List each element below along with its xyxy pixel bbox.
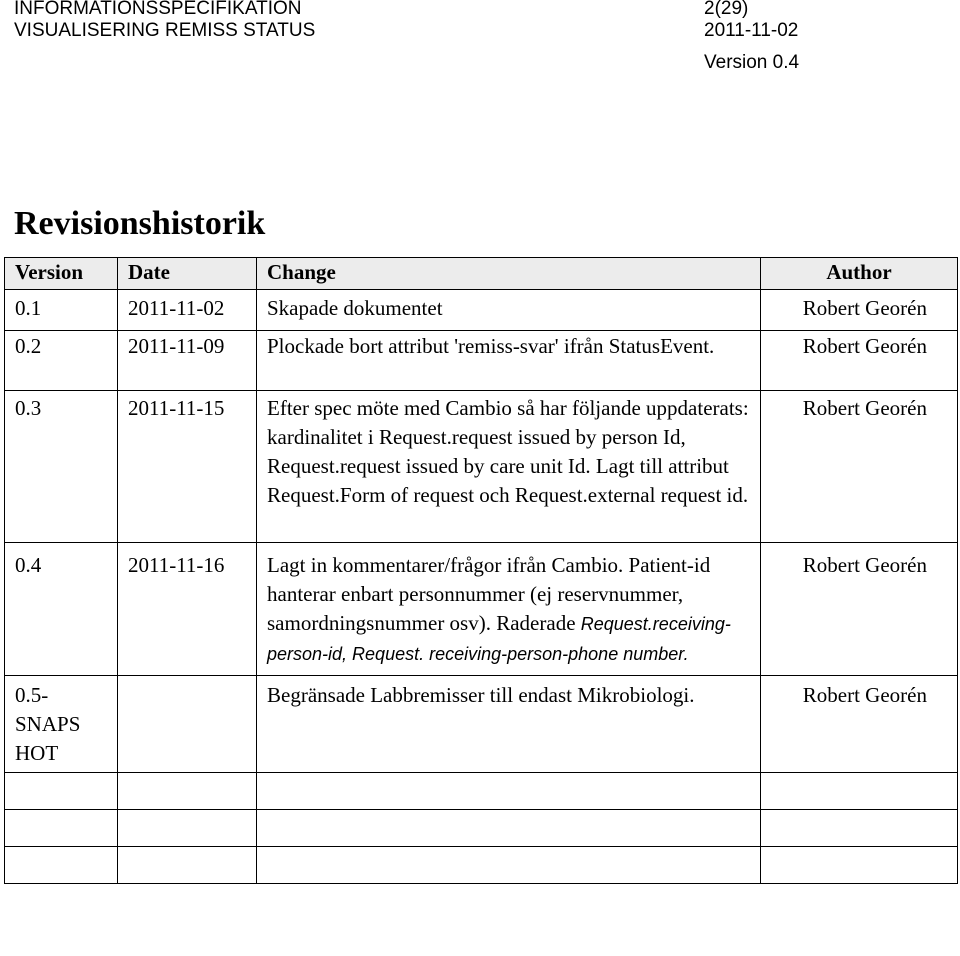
column-header-date: Date [118, 258, 257, 290]
empty-cell [118, 810, 257, 847]
change-cell: Begränsade Labbremisser till endast Mikrobiologi. [257, 676, 761, 773]
change-cell [257, 543, 761, 676]
date-cell [118, 676, 257, 773]
column-header-version: Version [5, 258, 118, 290]
table-row [5, 391, 958, 543]
empty-cell [5, 847, 118, 884]
author-cell: Robert Georén [761, 391, 958, 543]
date-cell: 2011-11-02 [118, 290, 257, 331]
version-cell: 0.4 [5, 543, 118, 676]
change-cell: Efter spec möte med Cambio så har följande uppdaterats: kardinalitet i Request.request issued by person Id, Request.request issued by care unit Id. Lagt till attribut Request.Form of request och Request.external request id. [257, 391, 761, 543]
author-cell: Robert Georén [761, 676, 958, 773]
empty-cell [257, 847, 761, 884]
document-version: Version 0.4 [704, 52, 800, 73]
document-subtitle: VISUALISERING REMISS STATUS [14, 20, 316, 41]
author-cell: Robert Georén [761, 331, 958, 391]
change-cell: Skapade dokumentet [257, 290, 761, 331]
empty-cell [5, 810, 118, 847]
document-date: 2011-11-02 [704, 20, 799, 41]
date-cell: 2011-11-09 [118, 331, 257, 391]
spec-title: INFORMATIONSSPECIFIKATION [14, 0, 302, 19]
version-cell: 0.5-SNAPS HOT [5, 676, 118, 773]
date-cell: 2011-11-15 [118, 391, 257, 543]
table-row [5, 543, 958, 676]
table-header-row [5, 258, 958, 290]
version-cell: 0.2 [5, 331, 118, 391]
change-text: Lagt in kommentarer/frågor ifrån Cambio. Patient-id hanterar enbart personnummer (ej reservnummer, samordningsnummer osv). Raderade [267, 553, 711, 635]
empty-table-row [5, 773, 958, 810]
empty-table-row [5, 810, 958, 847]
page-number: 2(29) [704, 0, 749, 19]
revision-table [4, 257, 958, 884]
empty-cell [5, 773, 118, 810]
empty-cell [118, 773, 257, 810]
version-cell: 0.3 [5, 391, 118, 543]
author-cell: Robert Georén [761, 290, 958, 331]
table-row [5, 331, 958, 391]
page-title: Revisionshistorik [14, 205, 266, 242]
empty-cell [257, 810, 761, 847]
column-header-author: Author [761, 258, 958, 290]
change-cell: Plockade bort attribut 'remiss-svar' ifrån StatusEvent. [257, 331, 761, 391]
version-cell: 0.1 [5, 290, 118, 331]
column-header-change: Change [257, 258, 761, 290]
table-row [5, 676, 958, 773]
empty-cell [761, 773, 958, 810]
change-reference-text: Request.receiving-person-id, Request. receiving-person-phone number. [267, 614, 731, 664]
empty-cell [761, 810, 958, 847]
empty-table-row [5, 847, 958, 884]
empty-cell [118, 847, 257, 884]
table-row [5, 290, 958, 331]
date-cell: 2011-11-16 [118, 543, 257, 676]
empty-cell [761, 847, 958, 884]
author-cell: Robert Georén [761, 543, 958, 676]
empty-cell [257, 773, 761, 810]
